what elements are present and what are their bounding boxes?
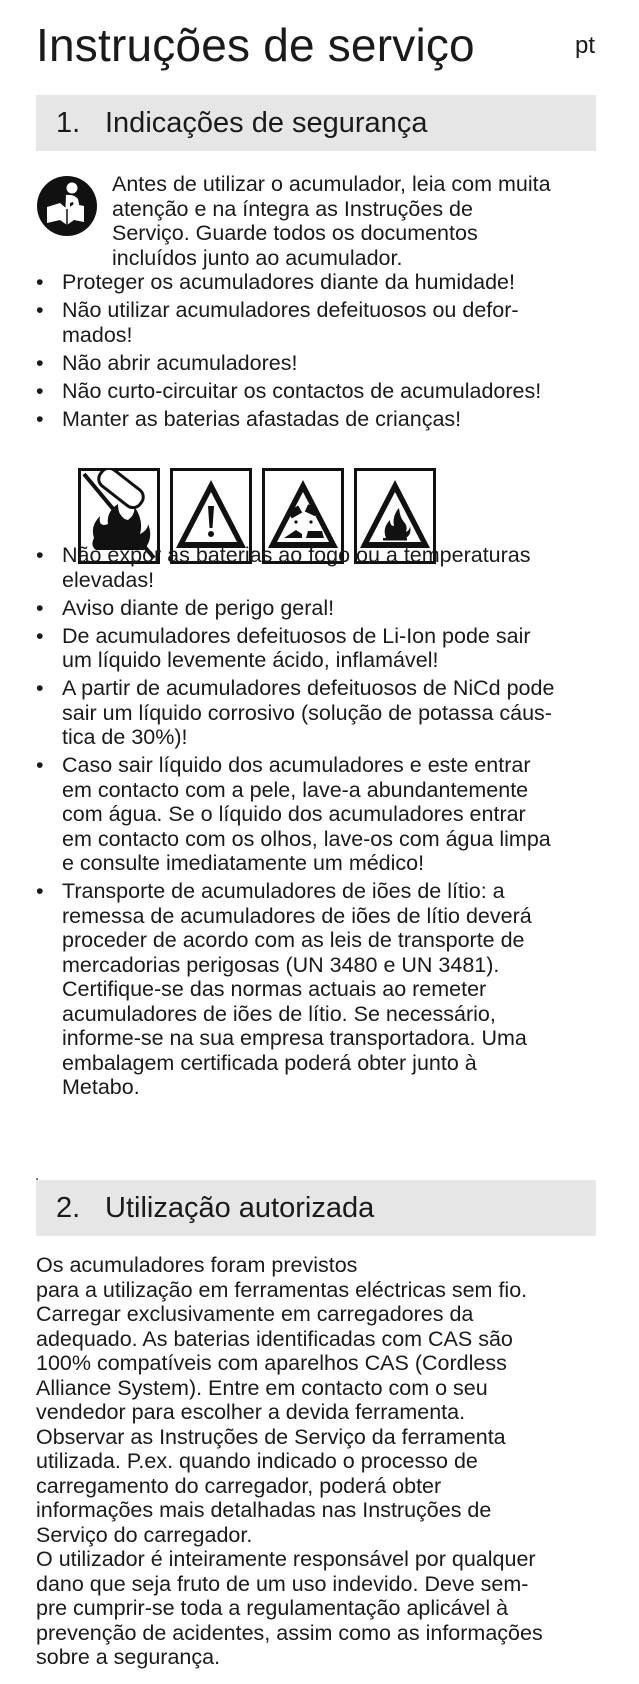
list-item: • A partir de acumuladores defeituosos de NiCd pode sair um líquido corrosivo (solução de potassa cáus- tica de 30%)!: [36, 676, 555, 749]
paragraph-line: Observar as Instruções de Serviço da ferramenta: [36, 1424, 506, 1449]
paragraph-line: carregamento do carregador, poderá obter: [36, 1473, 442, 1498]
safety-list-b: [36, 543, 616, 1103]
paragraph-line: Serviço do carregador.: [36, 1522, 253, 1547]
paragraph-line: prevenção de acidentes, assim como as informações: [36, 1620, 543, 1645]
page-title: Instruções de serviço: [36, 19, 475, 71]
list-item: • Transporte de acumuladores de iões de lítio: a remessa de acumuladores de iões de lítio deverá proceder de acordo com as leis de transporte de mercadorias perigosas (UN 3480 e UN 3481). Certifique-se das normas actuais ao remeter acumuladores de iões de lítio. Se necessário, informe-se na sua empresa transportadora. Uma embalagem certificada poderá obter junto à Metabo.: [36, 879, 532, 1099]
list-item: • Aviso diante de perigo geral!: [36, 595, 335, 620]
list-item: • Não abrir acumuladores!: [36, 350, 298, 375]
paragraph-line: adequado. As baterias identificadas com CAS são: [36, 1326, 513, 1351]
section-1-title: Indicações de segurança: [105, 107, 428, 139]
language-code: pt: [575, 32, 596, 59]
paragraph-line: informações mais detalhadas nas Instruções de: [36, 1498, 492, 1522]
safety-list-a: [36, 270, 616, 435]
read-manual-icon: [36, 175, 98, 237]
list-item: • Manter as baterias afastadas de crianças!: [36, 406, 462, 431]
section-2-title: Utilização autorizada: [105, 1192, 375, 1224]
intro-text: [112, 172, 612, 270]
list-item: • Não utilizar acumuladores defeituosos ou defor- mados!: [36, 298, 519, 347]
list-item: • De acumuladores defeituosos de Li-Ion pode sair um líquido levemente ácido, inflamável!: [36, 623, 531, 672]
list-item: • Proteger os acumuladores diante da humidade!: [36, 270, 515, 294]
paragraph-line: dano que seja fruto de um uso indevido. Deve sem-: [36, 1571, 529, 1596]
paragraph-line: sobre a segurança.: [36, 1645, 221, 1669]
section-2-number: 2.: [56, 1192, 81, 1224]
paragraph-line: O utilizador é inteiramente responsável por qualquer: [36, 1547, 536, 1571]
paragraph-line: Alliance System). Entre em contacto com o seu: [36, 1375, 488, 1400]
intro-line: Serviço. Guarde todos os documentos: [112, 221, 478, 245]
paragraph-line: pre cumprir-se toda a regulamentação aplicável à: [36, 1596, 509, 1620]
intro-line: incluídos junto ao acumulador.: [112, 245, 403, 270]
section-2-heading: [36, 1180, 596, 1236]
intro-line: atenção e na íntegra as Instruções de: [112, 196, 473, 221]
paragraph-line: utilizada. P.ex. quando indicado o processo de: [36, 1449, 478, 1473]
paragraph-line: 100% compatíveis com aparelhos CAS (Cordless: [36, 1351, 507, 1375]
paragraph-line: vendedor para escolher a devida ferramenta.: [36, 1400, 466, 1424]
section-1-heading: [36, 95, 596, 151]
list-item: • Caso sair líquido dos acumuladores e este entrar em contacto com a pele, lave-a abundantemente com água. Se o líquido dos acumuladores entrar em contacto com os olhos, lave-os com água limpa e consulte imediatamente um médico!: [36, 753, 551, 875]
paragraph-line: para a utilização em ferramentas eléctricas sem fio.: [36, 1277, 528, 1302]
paragraph-line: Os acumuladores foram previstos: [36, 1253, 358, 1277]
list-item: • Não expor as baterias ao fogo ou a temperaturas elevadas!: [36, 543, 531, 592]
section-1-number: 1.: [56, 107, 81, 139]
list-item: • Não curto-circuitar os contactos de acumuladores!: [36, 378, 542, 403]
intro-line: Antes de utilizar o acumulador, leia com muita: [112, 172, 551, 196]
section-2-paragraph: [36, 1253, 616, 1670]
paragraph-line: Carregar exclusivamente em carregadores da: [36, 1302, 474, 1326]
